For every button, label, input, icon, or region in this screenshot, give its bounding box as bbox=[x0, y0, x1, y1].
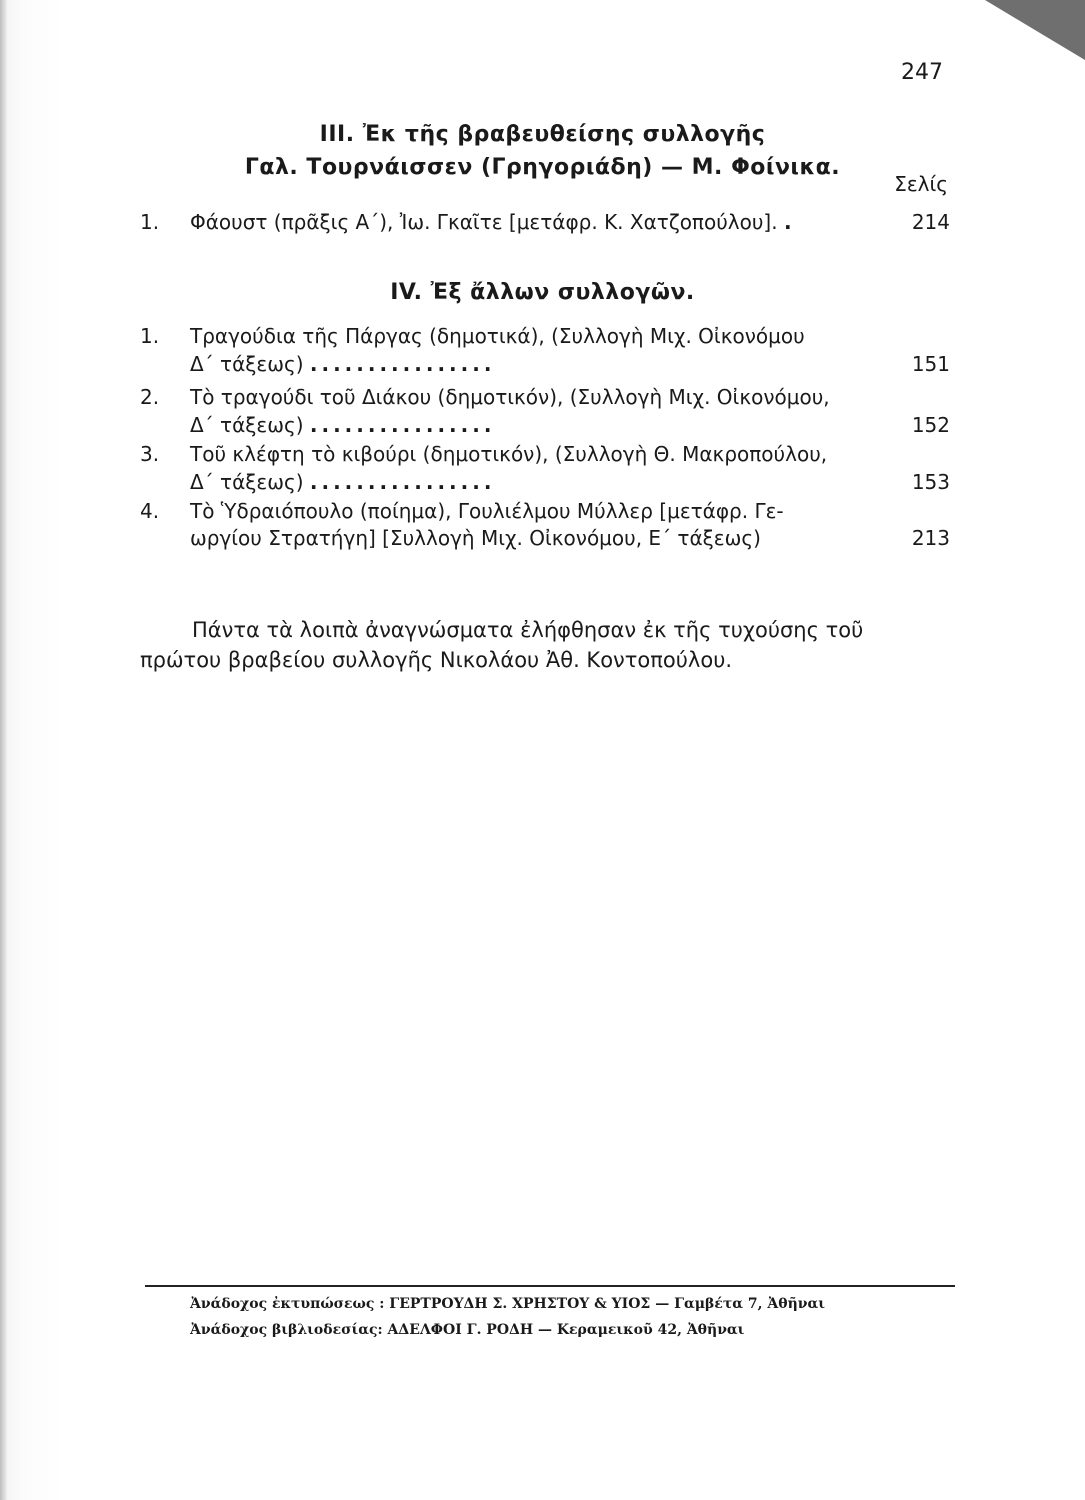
section4-title: IV. Ἐξ ἄλλων συλλογῶν. bbox=[390, 280, 695, 305]
entry-page: 214 bbox=[911, 210, 950, 234]
printer-imprint: Ἀνάδοχος ἐκτυπώσεως : ΓΕΡΤΡΟΥΔΗ Σ. ΧΡΗΣΤΟΥ & ΥΙΟΣ — Γαμβέτα 7, Ἀθῆναι bbox=[190, 1296, 826, 1312]
entry-page: 153 bbox=[911, 470, 950, 494]
entry-number: 1. bbox=[140, 324, 160, 348]
entry-text-line2: ωργίου Στρατήγη] [Συλλογὴ Μιχ. Οἰκονόμου, Ε΄ τάξεως) bbox=[190, 526, 761, 550]
entry-text-line1: Τὸ Ὑδραιόπουλο (ποίημα), Γουλιέλμου Μύλλερ [μετάφρ. Γε- bbox=[190, 499, 784, 523]
note-line1: Πάντα τὰ λοιπὰ ἀναγνώσματα ἐλήφθησαν ἐκ τῆς τυχούσης τοῦ bbox=[192, 618, 864, 642]
entry-number: 3. bbox=[140, 442, 160, 466]
entry-text-line2: Δ΄ τάξεως) ................ bbox=[190, 413, 496, 437]
page-number: 247 bbox=[901, 60, 943, 85]
entry-text: Φάουστ (πρᾶξις Α΄), Ἰω. Γκαῖτε [μετάφρ. Κ. Χατζοπούλου]. . bbox=[190, 210, 796, 234]
entry-number: 4. bbox=[140, 499, 160, 523]
entry-number: 2. bbox=[140, 385, 160, 409]
section3-title-line1: III. Ἐκ τῆς βραβευθείσης συλλογῆς bbox=[319, 122, 766, 147]
section3-title-line2: Γαλ. Τουρνάισσεν (Γρηγοριάδη) — Μ. Φοίνικα. bbox=[244, 155, 841, 180]
entry-text-line1: Τοῦ κλέφτη τὸ κιβούρι (δημοτικόν), (Συλλογὴ Θ. Μακροπούλου, bbox=[190, 442, 828, 466]
entry-page: 213 bbox=[911, 526, 950, 550]
entry-number: 1. bbox=[140, 210, 160, 234]
pages-column-label: Σελίς bbox=[894, 172, 948, 196]
entry-page: 152 bbox=[911, 413, 950, 437]
footer-rule bbox=[145, 1285, 955, 1287]
entry-text-line2: Δ΄ τάξεως) ................ bbox=[190, 352, 496, 376]
entry-page: 151 bbox=[911, 352, 950, 376]
page-edge-shadow bbox=[0, 0, 7, 1500]
entry-text-line2: Δ΄ τάξεως) ................ bbox=[190, 470, 496, 494]
folded-corner bbox=[985, 0, 1085, 60]
entry-text-line1: Τραγούδια τῆς Πάργας (δημοτικά), (Συλλογὴ Μιχ. Οἰκονόμου bbox=[190, 324, 805, 348]
note-line2: πρώτου βραβείου συλλογῆς Νικολάου Ἀθ. Κοντοπούλου. bbox=[140, 648, 733, 672]
binder-imprint: Ἀνάδοχος βιβλιοδεσίας: ΑΔΕΛΦΟΙ Γ. ΡΟΔΗ — Κεραμεικοῦ 42, Ἀθῆναι bbox=[190, 1322, 745, 1338]
entry-text-line1: Τὸ τραγούδι τοῦ Διάκου (δημοτικόν), (Συλλογὴ Μιχ. Οἰκονόμου, bbox=[190, 385, 830, 409]
